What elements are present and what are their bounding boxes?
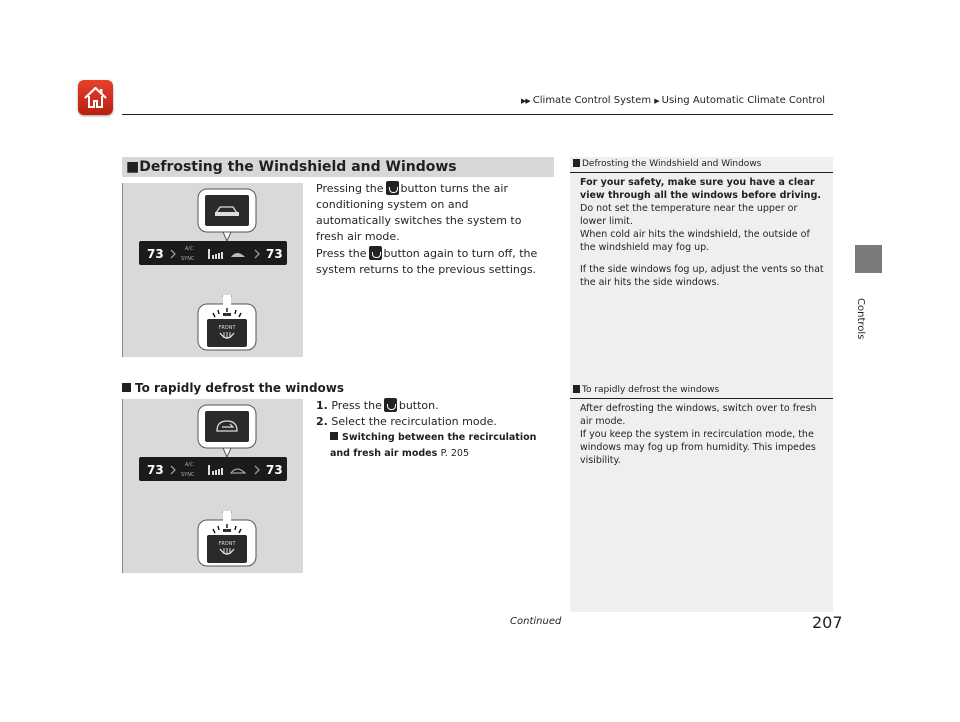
front-defrost-button-icon bbox=[386, 181, 399, 195]
section-title: Defrosting the Windshield and Windows bbox=[139, 159, 457, 175]
note-marker-icon bbox=[573, 159, 580, 167]
note-rule bbox=[570, 172, 833, 173]
svg-text:73: 73 bbox=[266, 247, 283, 261]
note-body: For your safety, make sure you have a clear view through all the windows before driving. Do not set the temperature near the upper or lower limit. When cold air hits the windshield, the outside of the windshield may fog up. If the side windows fog up, adjust the vents so that the air hits the side windows. bbox=[580, 177, 824, 288]
breadcrumb-arrow-icon: ▶▶ bbox=[521, 97, 530, 105]
subsection-square-icon bbox=[122, 383, 131, 392]
header-rule bbox=[122, 114, 833, 115]
cross-reference-link[interactable]: Switching between the recirculation and fresh air modes P. 205 bbox=[330, 432, 537, 459]
front-defrost-button-icon bbox=[384, 398, 397, 412]
page-number: 207 bbox=[812, 613, 843, 632]
steps-list bbox=[316, 398, 540, 462]
svg-text:SYNC: SYNC bbox=[181, 256, 195, 262]
section-header bbox=[122, 157, 554, 177]
note-body: After defrosting the windows, switch over to fresh air mode. If you keep the system in recirculation mode, the windows may fog up from humidity. This impedes visibility. bbox=[580, 403, 817, 466]
xref-arrow-icon bbox=[330, 432, 338, 440]
note-rule bbox=[570, 398, 833, 399]
breadcrumb-item[interactable]: Climate Control System bbox=[532, 95, 652, 106]
section-square-icon: ■ bbox=[126, 159, 140, 175]
breadcrumb-item[interactable]: Using Automatic Climate Control bbox=[661, 95, 826, 106]
step-1: 1. Press the button. bbox=[316, 399, 439, 412]
home-icon bbox=[82, 84, 109, 111]
svg-text:FRONT: FRONT bbox=[218, 541, 236, 547]
section-tab-marker bbox=[855, 245, 882, 273]
svg-text:SYNC: SYNC bbox=[181, 472, 195, 478]
svg-text:73: 73 bbox=[266, 463, 283, 477]
svg-text:FRONT: FRONT bbox=[218, 325, 236, 331]
section1-paragraph-2: Press the button again to turn off, the system returns to the previous settings. bbox=[316, 247, 538, 276]
section-side-label: Controls bbox=[855, 298, 866, 340]
home-button[interactable] bbox=[78, 80, 113, 115]
note-marker-icon bbox=[573, 385, 580, 393]
recirc-button-icon bbox=[205, 195, 249, 226]
section1-paragraph-1: Pressing the button turns the air conditioning system on and automatically switches the system to fresh air mode. bbox=[316, 182, 522, 243]
continued-label: Continued bbox=[510, 616, 562, 627]
step-2: 2. Select the recirculation mode. bbox=[316, 415, 497, 428]
breadcrumb-arrow-icon: ▶ bbox=[654, 97, 659, 105]
note-title: To rapidly defrost the windows bbox=[573, 385, 719, 395]
breadcrumb bbox=[521, 95, 825, 106]
rapid-defrost-illustration bbox=[122, 399, 303, 573]
subsection-heading: To rapidly defrost the windows bbox=[122, 381, 344, 395]
note-title: Defrosting the Windshield and Windows bbox=[573, 159, 761, 169]
defrost-illustration bbox=[122, 183, 303, 357]
svg-text:A/C: A/C bbox=[185, 462, 194, 468]
svg-text:73: 73 bbox=[147, 463, 164, 477]
front-defrost-button-icon bbox=[369, 246, 382, 260]
svg-text:A/C: A/C bbox=[185, 246, 194, 252]
svg-text:73: 73 bbox=[147, 247, 164, 261]
